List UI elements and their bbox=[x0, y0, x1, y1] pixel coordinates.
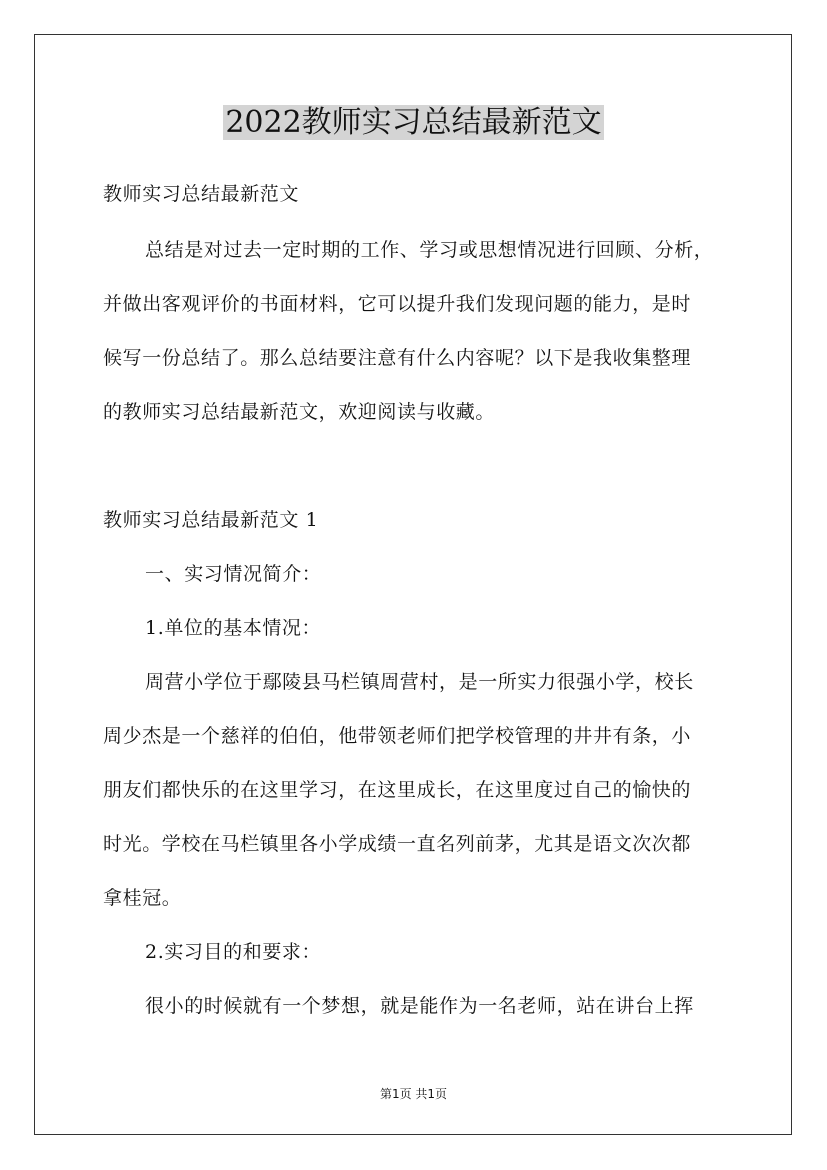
paragraph-line: 总结是对过去一定时期的工作、学习或思想情况进行回顾、分析， bbox=[145, 239, 714, 261]
section-heading-1: 教师实习总结最新范文 1 bbox=[103, 509, 319, 531]
paragraph-line: 拿桂冠。 bbox=[103, 887, 182, 909]
subheading-unit-info: 1.单位的基本情况： bbox=[145, 617, 322, 639]
subheading-purpose: 2.实习目的和要求： bbox=[145, 941, 322, 963]
paragraph-line: 周营小学位于鄢陵县马栏镇周营村，是一所实力很强小学，校长 bbox=[145, 671, 694, 693]
paragraph-line: 的教师实习总结最新范文，欢迎阅读与收藏。 bbox=[103, 401, 496, 423]
document-title: 2022教师实习总结最新范文 bbox=[225, 105, 602, 140]
paragraph-line: 很小的时候就有一个梦想，就是能作为一名老师，站在讲台上挥 bbox=[145, 995, 694, 1017]
paragraph-line: 候写一份总结了。那么总结要注意有什么内容呢？以下是我收集整理 bbox=[103, 347, 692, 369]
paragraph-line: 并做出客观评价的书面材料，它可以提升我们发现问题的能力，是时 bbox=[103, 293, 692, 315]
section-heading-intro: 教师实习总结最新范文 bbox=[103, 183, 300, 205]
paragraph-line: 周少杰是一个慈祥的伯伯，他带领老师们把学校管理的井井有条，小 bbox=[103, 725, 692, 747]
subheading-internship-overview: 一、实习情况简介： bbox=[145, 563, 322, 585]
page-footer: 第1页 共1页 bbox=[379, 1087, 448, 1101]
paragraph-line: 时光。学校在马栏镇里各小学成绩一直名列前茅，尤其是语文次次都 bbox=[103, 833, 692, 855]
paragraph-line: 朋友们都快乐的在这里学习，在这里成长，在这里度过自己的愉快的 bbox=[103, 779, 692, 801]
